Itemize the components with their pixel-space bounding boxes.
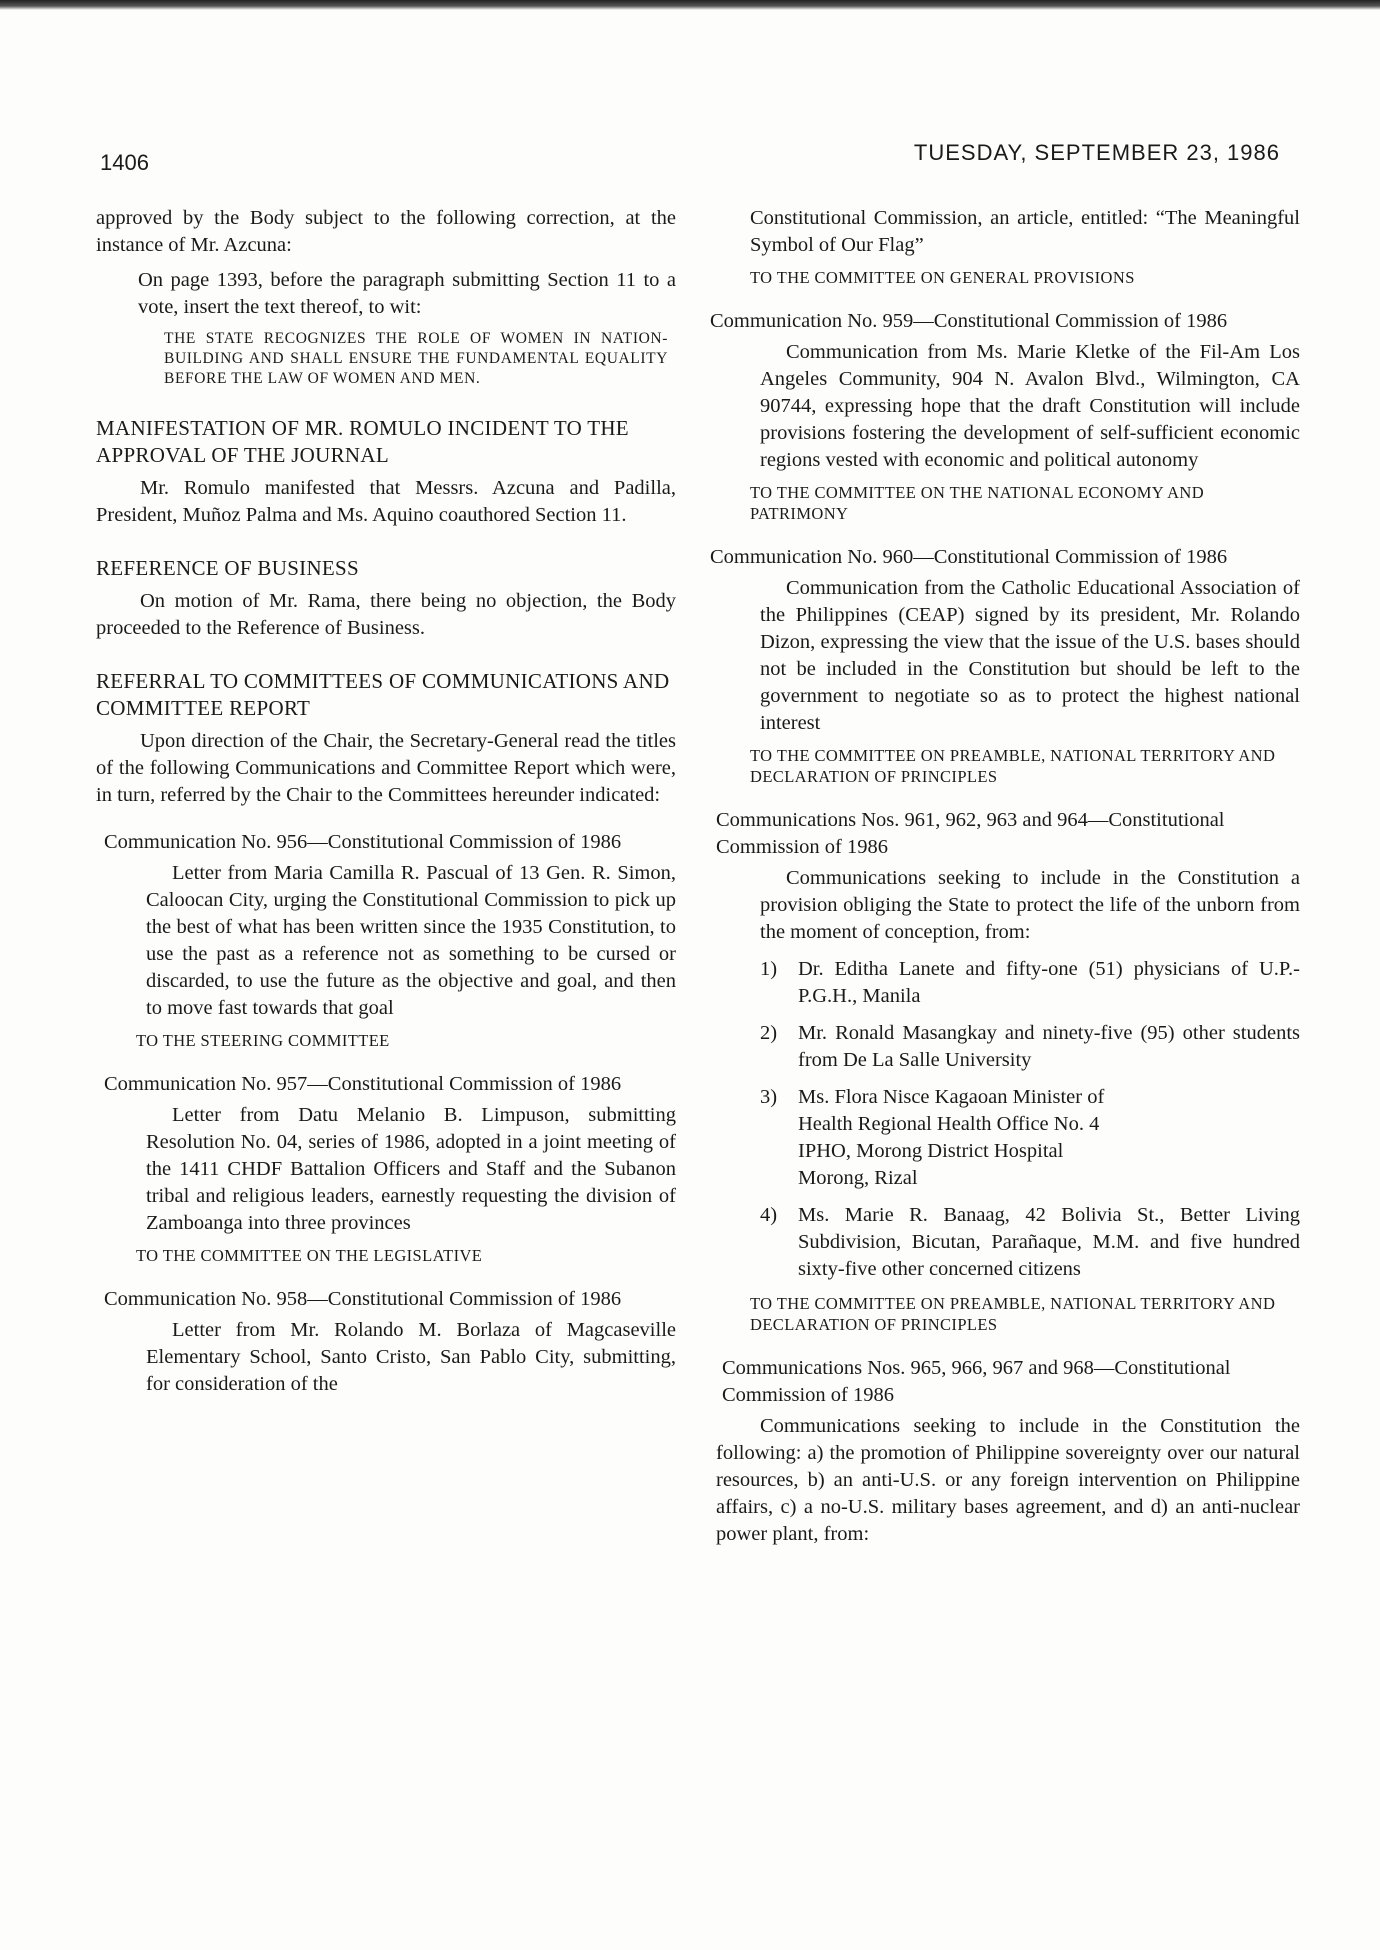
section-heading: MANIFESTATION OF MR. ROMULO INCIDENT TO THE APPROVAL OF THE JOURNAL xyxy=(96,416,629,467)
list-text: Ms. Marie R. Banaag, 42 Bolivia St., Better Living Subdivision, Bicutan, Parañaque, M.M. and five hundred sixty-five other concerned citizens xyxy=(798,1204,1300,1280)
committee-routing: TO THE COMMITTEE ON GENERAL PROVISIONS xyxy=(750,268,1135,287)
communication-title: Communication No. 958—Constitutional Commission of 1986 xyxy=(104,1288,622,1310)
committee-routing: TO THE STEERING COMMITTEE xyxy=(136,1031,390,1050)
paragraph: Constitutional Commission, an article, entitled: “The Meaningful Symbol of Our Flag” xyxy=(750,207,1300,256)
communication-title: Communication No. 956—Constitutional Commission of 1986 xyxy=(104,831,622,853)
section-heading: REFERRAL TO COMMITTEES OF COMMUNICATIONS AND COMMITTEE REPORT xyxy=(96,669,670,720)
list-number: 4) xyxy=(760,1204,778,1226)
paragraph: Mr. Romulo manifested that Messrs. Azcuna and Padilla, President, Muñoz Palma and Ms. Aquino coauthored Section 11. xyxy=(96,477,676,526)
committee-routing: TO THE COMMITTEE ON PREAMBLE, NATIONAL TERRITORY AND DECLARATION OF PRINCIPLES xyxy=(750,746,1276,786)
communication-title: Communications Nos. 961, 962, 963 and 964—Constitutional Commission of 1986 xyxy=(716,809,1225,858)
list-item xyxy=(760,1202,1300,1283)
list-number: 2) xyxy=(760,1022,778,1044)
top-scan-rule xyxy=(0,0,1380,10)
paragraph: On page 1393, before the paragraph submitting Section 11 to a vote, insert the text thereof, to wit: xyxy=(138,269,676,318)
communication-title: Communication No. 960—Constitutional Commission of 1986 xyxy=(710,546,1228,568)
communication-body: Letter from Maria Camilla R. Pascual of 13 Gen. R. Simon, Caloocan City, urging the Constitutional Commission to pick up the best of what has been written since the 1935 Constitution, to use the past as a reference not as something to be cursed or discarded, to use the future as the objective and goal, and then to move fast towards that goal xyxy=(146,862,676,1019)
communication-body: Communications seeking to include in the Constitution the following: a) the promotion of Philippine sovereignty over our natural resources, b) an anti-U.S. or any foreign intervention on Philippine affairs, c) a no-U.S. military bases agreement, and d) an anti-nuclear power plant, from: xyxy=(716,1415,1300,1545)
paragraph: On motion of Mr. Rama, there being no objection, the Body proceeded to the Reference of Business. xyxy=(96,590,676,639)
committee-routing: TO THE COMMITTEE ON PREAMBLE, NATIONAL TERRITORY AND DECLARATION OF PRINCIPLES xyxy=(750,1294,1276,1334)
right-column xyxy=(710,205,1300,1556)
list-text: Mr. Ronald Masangkay and ninety-five (95) other students from De La Salle University xyxy=(798,1022,1300,1071)
communication-title: Communications Nos. 965, 966, 967 and 968—Constitutional Commission of 1986 xyxy=(722,1357,1231,1406)
paragraph: approved by the Body subject to the following correction, at the instance of Mr. Azcuna: xyxy=(96,207,676,256)
communication-title: Communication No. 959—Constitutional Commission of 1986 xyxy=(710,310,1228,332)
left-column xyxy=(96,205,676,1406)
list-number: 1) xyxy=(760,958,778,980)
list-text: Ms. Flora Nisce Kagaoan Minister of Health Regional Health Office No. 4 IPHO, Morong District Hospital Morong, Rizal xyxy=(798,1086,1105,1189)
page-date: TUESDAY, SEPTEMBER 23, 1986 xyxy=(913,140,1280,165)
list-item xyxy=(760,1020,1300,1074)
list-text: Dr. Editha Lanete and fifty-one (51) physicians of U.P.-P.G.H., Manila xyxy=(798,958,1300,1007)
page-number: 1406 xyxy=(100,150,149,175)
list-number: 3) xyxy=(760,1086,778,1108)
committee-routing: TO THE COMMITTEE ON THE NATIONAL ECONOMY AND PATRIMONY xyxy=(750,483,1205,523)
list-item xyxy=(760,1084,1300,1192)
communication-body: Communication from the Catholic Educational Association of the Philippines (CEAP) signed by its president, Mr. Rolando Dizon, expressing the view that the issue of the U.S. bases should not be included in the Constitution but should be left to the government to negotiate so as to protect the highest national interest xyxy=(760,577,1300,734)
sender-list xyxy=(760,956,1300,1283)
communication-body: Communication from Ms. Marie Kletke of the Fil-Am Los Angeles Community, 904 N. Avalon Blvd., Wilmington, CA 90744, expressing hope that the draft Constitution will include provisions fostering the development of self-sufficient economic regions vested with economic and political autonomy xyxy=(760,341,1300,471)
communication-body: Letter from Mr. Rolando M. Borlaza of Magcaseville Elementary School, Santo Cristo, San Pablo City, submitting, for consideration of the xyxy=(146,1319,676,1395)
communication-body: Communications seeking to include in the Constitution a provision obliging the State to protect the life of the unborn from the moment of conception, from: xyxy=(760,867,1300,943)
communication-body: Letter from Datu Melanio B. Limpuson, submitting Resolution No. 04, series of 1986, adopted in a joint meeting of the 1411 CHDF Battalion Officers and Staff and the Subanon tribal and religious leaders, earnestly requesting the division of Zamboanga into three provinces xyxy=(146,1104,676,1234)
list-item xyxy=(760,956,1300,1010)
paragraph: Upon direction of the Chair, the Secretary-General read the titles of the following Communications and Committee Report which were, in turn, referred by the Chair to the Committees hereunder indicated: xyxy=(96,730,676,806)
block-quote: THE STATE RECOGNIZES THE ROLE OF WOMEN IN NATION-BUILDING AND SHALL ENSURE THE FUNDAMENTAL EQUALITY BEFORE THE LAW OF WOMEN AND MEN. xyxy=(164,330,668,387)
communication-title: Communication No. 957—Constitutional Commission of 1986 xyxy=(104,1073,622,1095)
page-header xyxy=(100,140,1280,180)
section-heading: REFERENCE OF BUSINESS xyxy=(96,556,360,580)
committee-routing: TO THE COMMITTEE ON THE LEGISLATIVE xyxy=(136,1246,483,1265)
